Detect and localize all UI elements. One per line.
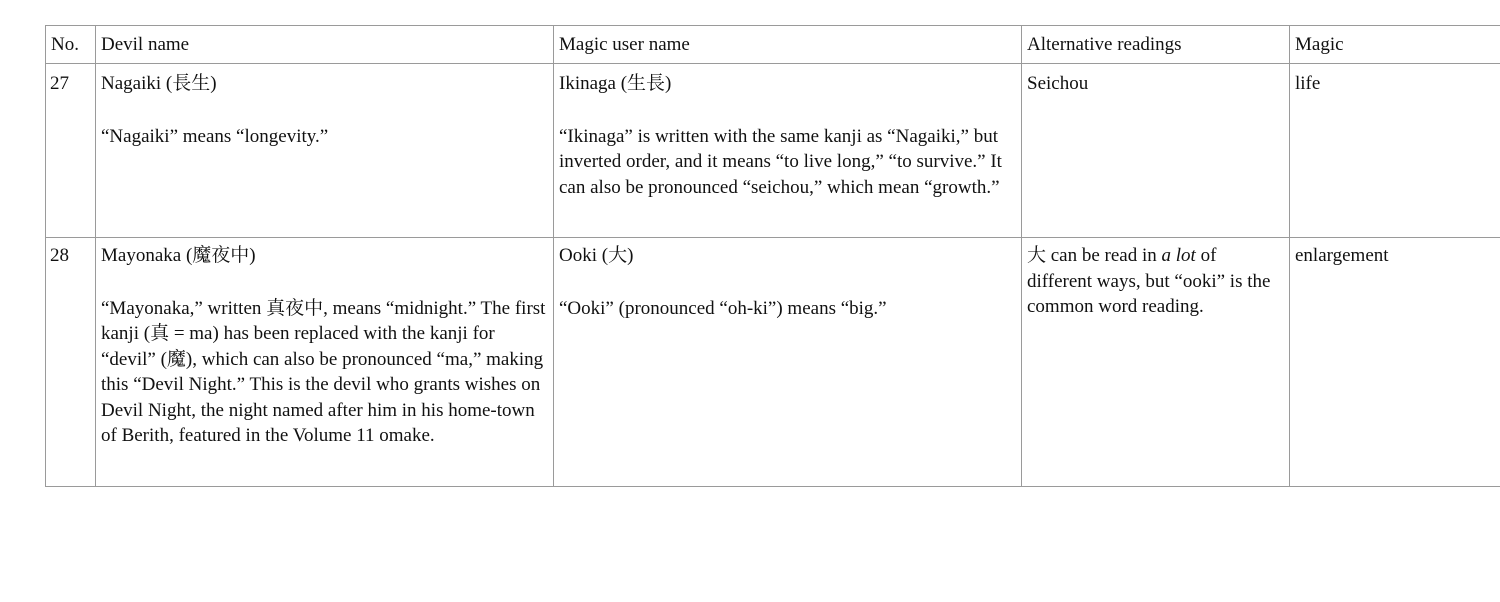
header-devil-name: Devil name xyxy=(96,26,554,64)
magic-user-cell xyxy=(554,238,1022,487)
alt-text-italic: a lot xyxy=(1161,245,1196,266)
magic-user-cell xyxy=(554,64,1022,238)
devil-name: Mayonaka (魔夜中) xyxy=(101,245,256,266)
magic-user-note: “Ooki” (pronounced “oh-ki”) means “big.” xyxy=(559,297,887,319)
alternative-reading: Seichou xyxy=(1022,64,1290,238)
devil-glossary-table xyxy=(45,25,1500,487)
header-no: No. xyxy=(46,26,96,64)
row-number: 28 xyxy=(46,238,96,487)
devil-note: “Mayonaka,” written 真夜中, means “midnight.” The first kanji (真 = ma) has been replaced with the kanji for “devil” (魔), which can also be pronounced “ma,” making this “Devil Night.” This is the devil who grants wishes on Devil Night, the night named after him in his home-town of Berith, featured in the Volume 11 omake. xyxy=(101,297,546,446)
magic-type: enlargement xyxy=(1290,238,1500,487)
magic-user-name: Ikinaga (生長) xyxy=(559,73,672,94)
header-magic: Magic xyxy=(1290,26,1500,64)
table-row xyxy=(46,64,1500,238)
alternative-reading xyxy=(1022,238,1290,487)
header-alternative-readings: Alternative readings xyxy=(1022,26,1290,64)
devil-note: “Nagaiki” means “longevity.” xyxy=(101,125,329,147)
magic-type: life xyxy=(1290,64,1500,238)
header-magic-user-name: Magic user name xyxy=(554,26,1022,64)
alt-text-after: of different ways, but “ooki” is the common word reading. xyxy=(1027,245,1271,317)
magic-user-name: Ooki (大) xyxy=(559,245,634,266)
magic-user-note: “Ikinaga” is written with the same kanji as “Nagaiki,” but inverted order, and it means “to live long,” “to survive.” It can also be pronounced “seichou,” which mean “growth.” xyxy=(559,125,1002,198)
table-row xyxy=(46,238,1500,487)
alt-text-before: 大 can be read in xyxy=(1027,245,1162,266)
devil-name-cell xyxy=(96,64,554,238)
devil-name: Nagaiki (長生) xyxy=(101,73,217,94)
table-header-row xyxy=(46,26,1500,64)
row-number: 27 xyxy=(46,64,96,238)
devil-name-cell xyxy=(96,238,554,487)
